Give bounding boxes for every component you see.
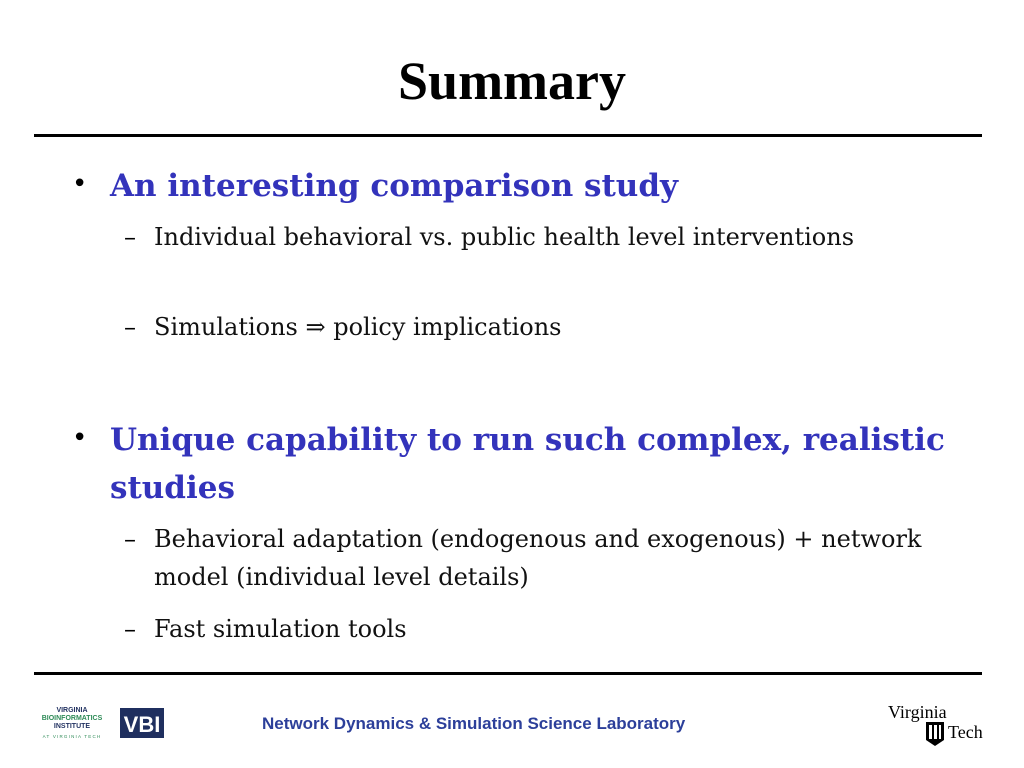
- vbi-logo-line3: INSTITUTE: [53, 723, 91, 730]
- bullet-heading: Unique capability to run such complex, realistic studies: [110, 422, 945, 506]
- vt-logo-shield: [926, 722, 944, 746]
- bullet-dot: •: [72, 169, 88, 199]
- virginia-tech-logo: [884, 696, 994, 754]
- slide-title: Summary: [398, 51, 626, 111]
- sub-text: Fast simulation tools: [154, 615, 407, 643]
- bottom-divider: [34, 672, 982, 675]
- top-divider: [34, 134, 982, 137]
- vt-logo-word2: Tech: [948, 722, 983, 742]
- vbi-logo: [24, 704, 166, 744]
- vbi-mark: VBI: [123, 712, 161, 737]
- vbi-logo-line4: AT VIRGINIA TECH: [42, 734, 102, 739]
- vbi-logo-line1: VIRGINIA: [56, 707, 88, 714]
- sub-dash: –: [124, 313, 136, 341]
- sub-text: Individual behavioral vs. public health level interventions: [154, 223, 855, 251]
- vt-logo-word1: Virginia: [888, 702, 947, 722]
- sub-dash: –: [124, 615, 136, 643]
- sub-dash: –: [124, 525, 136, 553]
- sub-text: Simulations ⇒ policy implications: [154, 313, 562, 341]
- sub-dash: –: [124, 223, 136, 251]
- vbi-logo-line2: BIOINFORMATICS: [41, 715, 103, 722]
- bullet-heading: An interesting comparison study: [110, 168, 679, 204]
- footer-lab-name: Network Dynamics & Simulation Science Laboratory: [262, 714, 686, 733]
- sub-text: Behavioral adaptation (endogenous and exogenous) + network model (individual level details): [154, 525, 922, 591]
- bullet-dot: •: [72, 423, 88, 453]
